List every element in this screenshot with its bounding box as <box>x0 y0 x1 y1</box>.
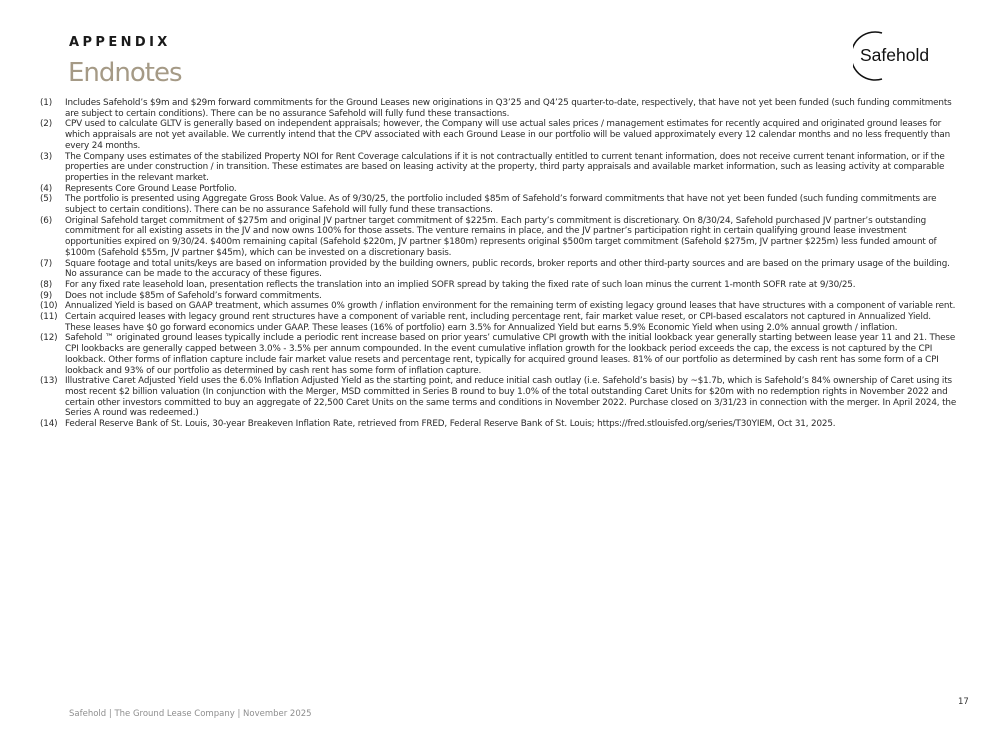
endnote-item <box>40 376 958 419</box>
endnote-text: Original Safehold target commitment of $275m and original JV partner target commitment of $225m. Each party’s commitment is discretionary. On 8/30/24, Safehold purchased JV partner’s outstanding commitment for all existing assets in the JV and now owns 100% for those assets. The venture remains in place, and the JV partner’s participation right in certain qualifying ground lease investment opportunities expired on 9/30/24. $400m remaining capital (Safehold $220m, JV partner $180m) represents original $500m target commitment (Safehold $275m, JV partner $225m) less funded amount of $100m (Safehold $55m, JV partner $45m), which can be invested on a discretionary basis. <box>65 215 937 258</box>
endnote-text: Annualized Yield is based on GAAP treatment, which assumes 0% growth / inflation environment for the remaining term of existing legacy ground leases that have structures with a component of variable rent. <box>65 301 956 312</box>
endnote-text: The portfolio is presented using Aggregate Gross Book Value. As of 9/30/25, the portfolio included $85m of Safehold’s forward commitments that have not yet been funded (such funding commitments are subject to certain conditions). There can be no assurance Safehold will fully fund these transactions. <box>65 194 937 216</box>
endnote-item <box>40 194 958 215</box>
page-number: 17 <box>958 697 969 707</box>
logo-text: Safehold <box>860 45 930 65</box>
endnote-number: (12) <box>40 333 58 344</box>
appendix-eyebrow: APPENDIX <box>69 35 171 50</box>
endnote-number: (8) <box>40 279 53 290</box>
safehold-logo <box>853 29 945 81</box>
endnote-item <box>40 119 958 151</box>
endnote-text: CPV used to calculate GLTV is generally based on independent appraisals; however, the Company will use actual sales prices / management estimates for recently acquired and originated ground leases for which appraisals are not yet available. We currently intend that the CPV associated with each Ground Lease in our portfolio will be valued approximately every 12 calendar months and no less frequently than every 24 months. <box>65 119 951 151</box>
endnote-number: (4) <box>40 183 53 194</box>
endnote-text: Illustrative Caret Adjusted Yield uses the 6.0% Inflation Adjusted Yield as the starting point, and reduce initial cash outlay (i.e. Safehold’s basis) by ~$1.7b, which is Safehold’s 84% ownership of Caret using its most recent $2 billion valuation (In conjunction with the Merger, MSD committed in Series B round to buy 1.0% of the total outstanding Caret Units for $20m with no redemption rights in November 2022 and certain other investors committed to buy an aggregate of 22,500 Caret Units on the same terms and conditions in November 2022. Purchase closed on 3/31/23 in connection with the merger. In April 2024, the Series A round was redeemed.) <box>65 376 957 419</box>
endnote-item <box>40 216 958 259</box>
endnote-item <box>40 301 958 312</box>
endnote-text: The Company uses estimates of the stabilized Property NOI for Rent Coverage calculations if it is not contractually entitled to current tenant information, does not receive current tenant information, or if the properties are under construction / in transition. These estimates are based on leasing activity at the property, third party appraisals and available market information, such as leasing activity at comparable properties in the relevant market. <box>65 151 945 183</box>
endnote-number: (9) <box>40 290 53 301</box>
endnote-text: Certain acquired leases with legacy ground rent structures have a component of variable rent, including percentage rent, fair market value reset, or CPI-based escalators not captured in Annualized Yield. These leases have $0 go forward economics under GAAP. These leases (16% of portfolio) earn 3.5% for Annualized Yield but earns 5.9% Economic Yield when using 2.0% annual growth / inflation. <box>65 312 931 333</box>
endnote-item <box>40 291 958 302</box>
endnote-number: (2) <box>40 119 53 130</box>
endnote-item <box>40 184 958 195</box>
footer-text: Safehold | The Ground Lease Company | November 2025 <box>69 709 312 719</box>
endnote-number: (6) <box>40 215 53 226</box>
endnote-item <box>40 419 958 430</box>
endnote-item <box>40 98 958 119</box>
endnote-number: (3) <box>40 151 53 162</box>
endnote-text: Does not include $85m of Safehold’s forward commitments. <box>65 290 322 301</box>
endnote-number: (5) <box>40 194 53 205</box>
endnote-number: (1) <box>40 98 53 108</box>
endnote-text: Represents Core Ground Lease Portfolio. <box>65 183 237 194</box>
endnote-text: Square footage and total units/keys are based on information provided by the building owners, public records, broker reports and other third-party sources and are based on the primary usage of the building. No assurance can be made to the accuracy of these figures. <box>65 258 950 280</box>
endnote-item <box>40 312 958 333</box>
endnote-item <box>40 259 958 280</box>
endnote-item <box>40 152 958 184</box>
endnote-number: (7) <box>40 258 53 269</box>
endnote-text: Federal Reserve Bank of St. Louis, 30-year Breakeven Inflation Rate, retrieved from FRED, Federal Reserve Bank of St. Louis; https://fred.stlouisfed.org/series/T30YIEM, Oct 31, 2025. <box>65 419 836 430</box>
endnote-number: (11) <box>40 312 58 323</box>
endnotes-list <box>40 98 958 430</box>
endnote-number: (13) <box>40 376 58 387</box>
endnote-number: (14) <box>40 419 58 430</box>
endnote-item <box>40 280 958 291</box>
endnote-item <box>40 333 958 376</box>
endnote-text: For any fixed rate leasehold loan, presentation reflects the translation into an implied SOFR spread by taking the fixed rate of such loan minus the current 1-month SOFR rate at 9/30/25. <box>65 279 856 290</box>
endnote-text: Safehold ™ originated ground leases typically include a periodic rent increase based on prior years’ cumulative CPI growth with the initial lookback year generally starting between lease year 11 and 21. These CPI lookbacks are generally capped between 3.0% - 3.5% per annum compounded. In the event cumulative inflation growth for the lookback period exceeds the cap, the excess is not captured by the CPI lookback. Other forms of inflation capture include fair market value resets and percentage rent, typically for acquired ground leases. 81% of our portfolio as determined by cash rent has some form of a CPI lookback and 93% of our portfolio as determined by cash rent has some form of inflation capture. <box>65 333 956 376</box>
page-title: Endnotes <box>68 58 182 88</box>
endnote-number: (10) <box>40 301 58 312</box>
endnote-text: Includes Safehold’s $9m and $29m forward commitments for the Ground Leases new originations in Q3’25 and Q4’25 quarter-to-date, respectively, that have not yet been funded (such funding commitments are subject to certain conditions). There can be no assurance Safehold will fully fund these transactions. <box>65 98 952 119</box>
